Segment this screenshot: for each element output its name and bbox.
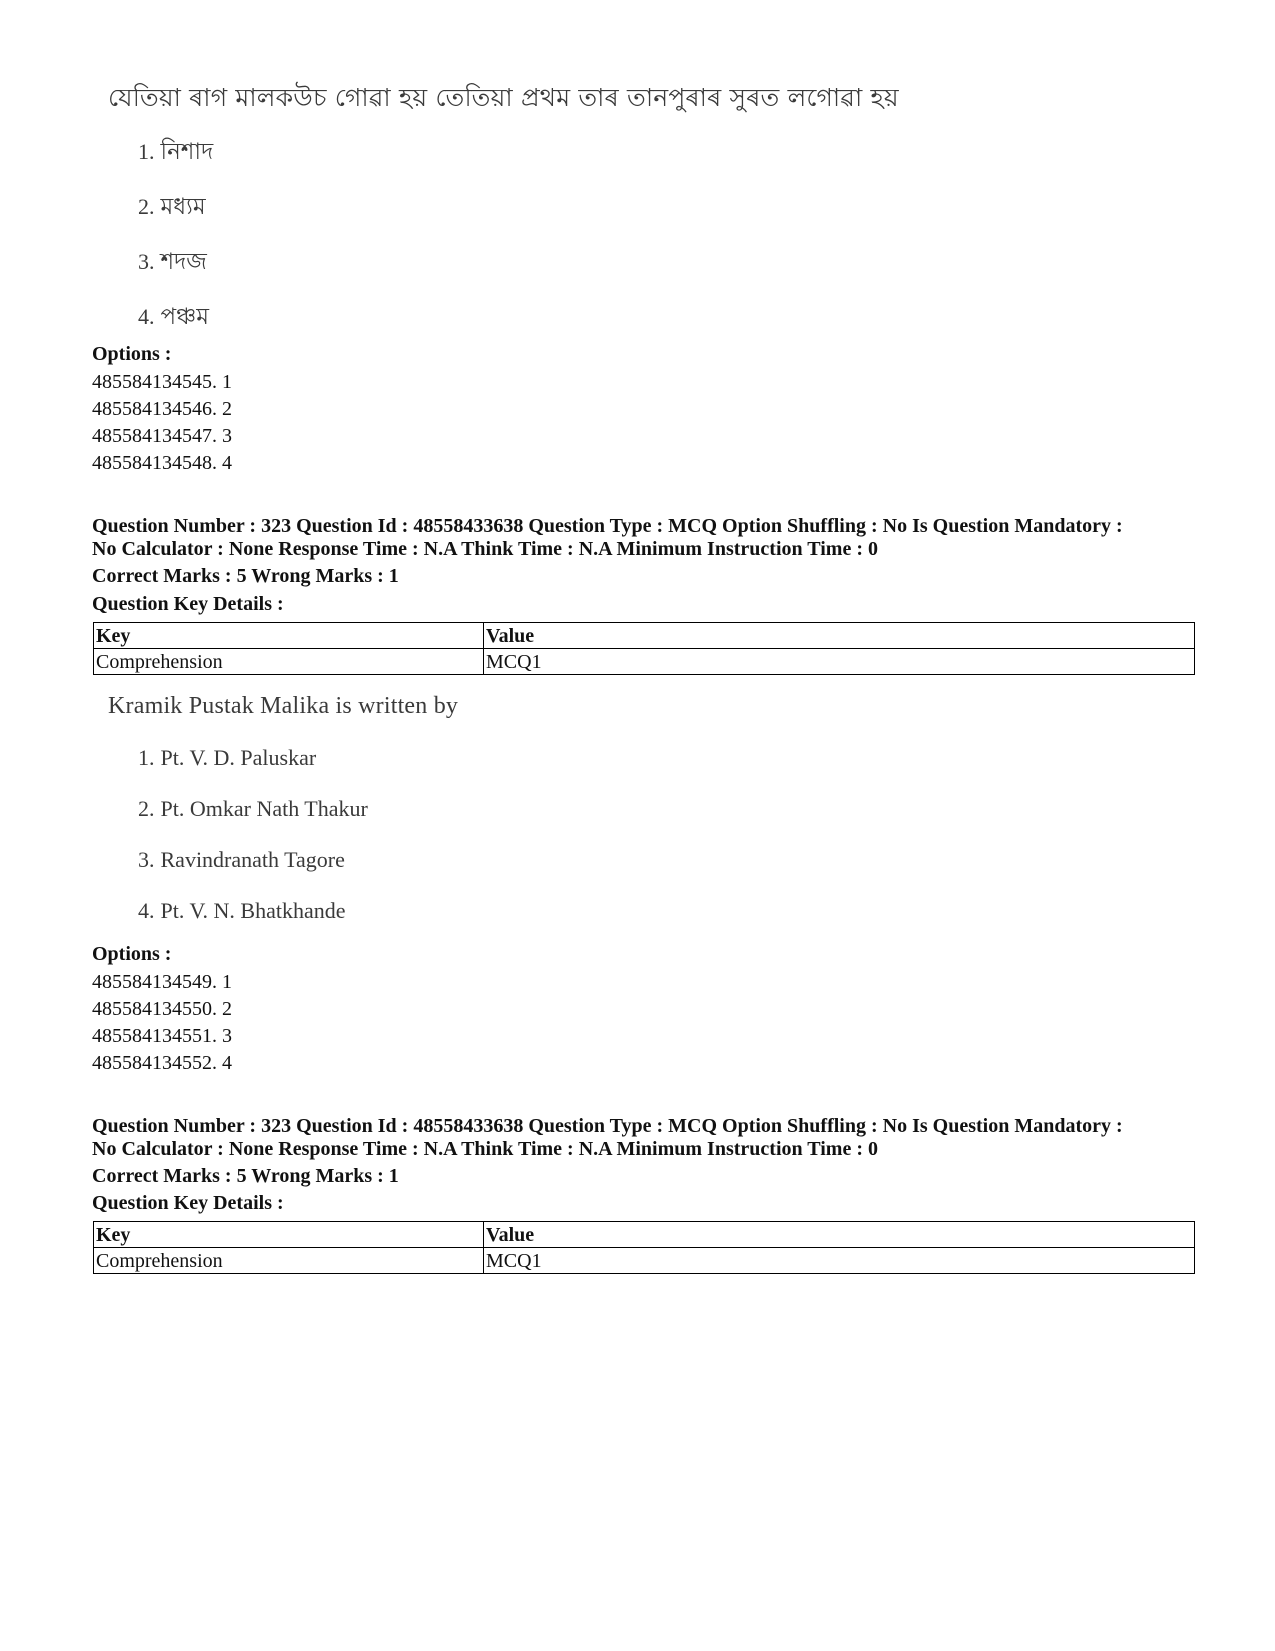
choice-text: মধ্যম [160, 194, 206, 220]
choice-item [138, 745, 316, 771]
options-label: Options : [92, 343, 172, 365]
choice-number: 1. [138, 139, 155, 164]
table-cell-value: MCQ1 [484, 1248, 1195, 1274]
choice-text: নিশাদ [160, 139, 214, 165]
choice-item [138, 847, 345, 873]
question-image-2 [108, 693, 459, 923]
option-id: 485584134551. 3 [92, 1025, 232, 1047]
option-id: 485584134548. 4 [92, 452, 232, 474]
meta-line-1: Question Number : 323 Question Id : 48558433638 Question Type : MCQ Option Shuffling : No Is Question Mandatory : [92, 1115, 1123, 1137]
question-text: যেতিয়া ৰাগ মালকউচ গোৱা হয় তেতিয়া প্ৰথম তাৰ তানপুৰাৰ সুৰত লগোৱা হয় [108, 83, 899, 112]
choice-number: 3. [138, 249, 155, 274]
options-label: Options : [92, 943, 172, 965]
option-id: 485584134547. 3 [92, 425, 232, 447]
option-id: 485584134546. 2 [92, 398, 232, 420]
choice-text: Pt. V. D. Paluskar [160, 745, 317, 770]
meta-line-1: Question Number : 323 Question Id : 48558433638 Question Type : MCQ Option Shuffling : No Is Question Mandatory : [92, 515, 1123, 537]
choice-number: 3. [138, 847, 155, 872]
table-header-key: Key [94, 1222, 484, 1248]
question-meta [92, 1115, 1202, 1161]
choice-item [138, 898, 345, 924]
key-details-label: Question Key Details : [92, 1192, 284, 1214]
option-id: 485584134550. 2 [92, 998, 232, 1020]
table-cell-key: Comprehension [94, 1248, 484, 1274]
meta-line-2: No Calculator : None Response Time : N.A Think Time : N.A Minimum Instruction Time : 0 [92, 538, 878, 560]
key-details-table [93, 622, 1195, 675]
choice-item [138, 133, 213, 172]
marks-line: Correct Marks : 5 Wrong Marks : 1 [92, 565, 399, 587]
question-text: Kramik Pustak Malika is written by [108, 693, 459, 719]
choice-item [138, 796, 368, 822]
table-cell-key: Comprehension [94, 649, 484, 675]
option-id: 485584134545. 1 [92, 371, 232, 393]
option-id: 485584134549. 1 [92, 971, 232, 993]
choice-text: Pt. V. N. Bhatkhande [160, 898, 346, 923]
question-meta [92, 515, 1202, 561]
choice-text: Ravindranath Tagore [160, 847, 345, 872]
choice-number: 4. [138, 898, 155, 923]
choice-number: 4. [138, 304, 155, 329]
key-details-label: Question Key Details : [92, 593, 284, 615]
table-header-row [94, 623, 1195, 649]
option-id: 485584134552. 4 [92, 1052, 232, 1074]
question-image-1 [108, 78, 899, 330]
table-header-key: Key [94, 623, 484, 649]
table-header-value: Value [484, 1222, 1195, 1248]
choice-number: 1. [138, 745, 155, 770]
choice-text: পঞ্চম [160, 304, 209, 330]
choice-text: শদজ [160, 249, 207, 275]
table-row [94, 649, 1195, 675]
meta-line-2: No Calculator : None Response Time : N.A Think Time : N.A Minimum Instruction Time : 0 [92, 1138, 878, 1160]
choice-text: Pt. Omkar Nath Thakur [160, 796, 368, 821]
choice-number: 2. [138, 796, 155, 821]
table-cell-value: MCQ1 [484, 649, 1195, 675]
table-row [94, 1248, 1195, 1274]
table-header-row [94, 1222, 1195, 1248]
marks-line: Correct Marks : 5 Wrong Marks : 1 [92, 1165, 399, 1187]
choice-item [138, 188, 206, 227]
choice-number: 2. [138, 194, 155, 219]
table-header-value: Value [484, 623, 1195, 649]
key-details-table [93, 1221, 1195, 1274]
choice-item [138, 243, 207, 282]
choice-item [138, 298, 209, 337]
